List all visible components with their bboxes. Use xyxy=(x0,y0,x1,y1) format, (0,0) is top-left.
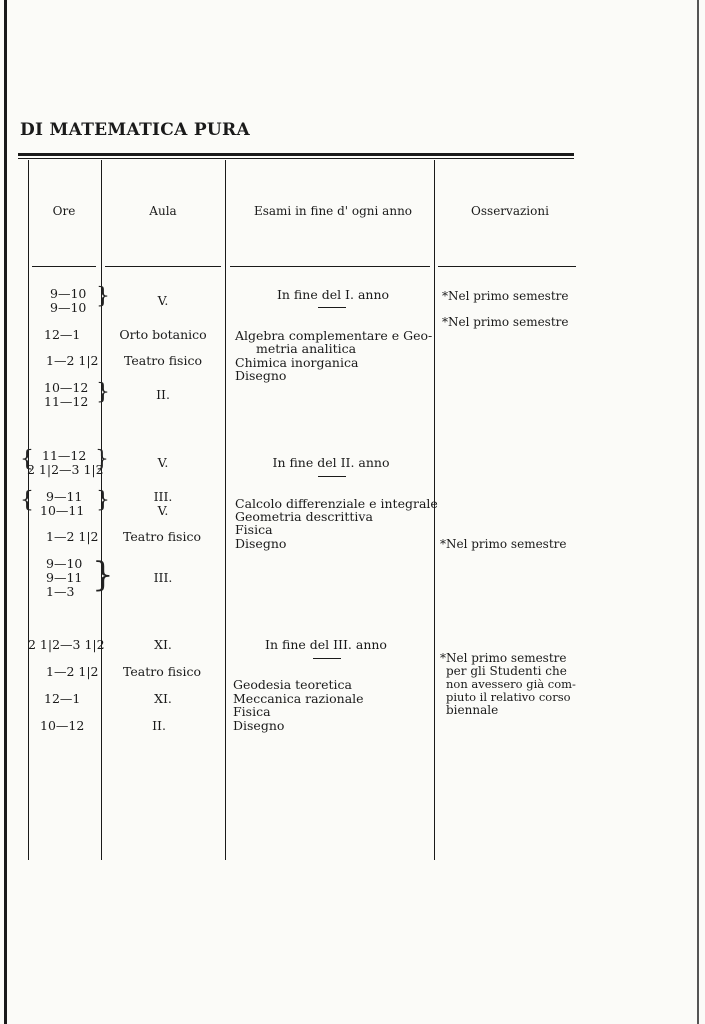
year2-ore-5: 1—2 1|2 xyxy=(46,529,99,544)
year1-aula-1: V. xyxy=(157,293,169,308)
header-rule-thin xyxy=(18,158,574,159)
year1-ore-2: 9—10 xyxy=(50,300,87,315)
year2-exam-heading: In fine del II. anno xyxy=(272,455,390,470)
year3-osservazione-1: *Nel primo semestre xyxy=(440,651,567,665)
header-aula: Aula xyxy=(149,204,177,218)
year2-ore-1: 11—12 xyxy=(42,448,87,463)
year1-esame-1b: metria analitica xyxy=(256,341,357,356)
year1-brace-1: } xyxy=(96,284,110,309)
year2-esame-4: Disegno xyxy=(235,536,287,551)
year3-osservazione-3: non avessero già com- xyxy=(446,677,576,691)
year2-brace-right-3: } xyxy=(92,555,114,595)
year3-esame-3: Fisica xyxy=(233,704,271,719)
page-title: DI MATEMATICA PURA xyxy=(20,120,250,140)
year2-aula-1: V. xyxy=(157,455,169,470)
year2-heading-dash xyxy=(318,476,346,477)
year1-exam-heading: In fine del I. anno xyxy=(276,287,390,302)
year2-brace-right-2: } xyxy=(96,488,110,513)
year2-aula-2: III. xyxy=(153,489,173,504)
header-underline-ore xyxy=(32,266,96,267)
year1-aula-2: Orto botanico xyxy=(119,327,207,342)
header-rule-thick xyxy=(18,153,574,156)
year1-ore-3: 12—1 xyxy=(44,327,81,342)
year2-ore-4: 10—11 xyxy=(40,503,85,518)
year2-aula-4: Teatro fisico xyxy=(123,529,201,544)
year3-ore-1: 2 1|2—3 1|2 xyxy=(28,637,105,652)
year2-ore-7: 9—11 xyxy=(46,570,83,585)
year3-aula-3: XI. xyxy=(154,691,172,706)
year1-ore-1: 9—10 xyxy=(50,286,87,301)
year3-heading-dash xyxy=(313,658,341,659)
year1-esame-2: Chimica inorganica xyxy=(235,355,359,370)
header-underline-osservazioni xyxy=(438,266,576,267)
year3-osservazione-2: per gli Studenti che xyxy=(446,664,567,678)
year2-esame-1: Calcolo differenziale e integrale xyxy=(235,496,438,511)
year2-brace-left-1: { xyxy=(20,447,34,472)
year3-aula-1: XI. xyxy=(154,637,172,652)
year3-osservazione-5: biennale xyxy=(446,703,499,717)
year1-osservazione-2: *Nel primo semestre xyxy=(442,315,569,329)
header-ore: Ore xyxy=(52,204,76,218)
year2-brace-left-2: { xyxy=(20,488,34,513)
year2-ore-8: 1—3 xyxy=(46,584,75,599)
header-osservazioni: Osservazioni xyxy=(471,204,549,218)
year1-ore-4: 1—2 1|2 xyxy=(46,353,99,368)
year1-brace-2: } xyxy=(96,380,110,405)
year2-ore-6: 9—10 xyxy=(46,556,83,571)
year1-ore-6: 11—12 xyxy=(44,394,89,409)
year1-aula-3: Teatro fisico xyxy=(124,353,202,368)
page-binding-edge xyxy=(4,0,7,1024)
year2-aula-3: V. xyxy=(157,503,169,518)
header-underline-aula xyxy=(105,266,221,267)
year2-ore-3: 9—11 xyxy=(46,489,83,504)
year3-ore-4: 10—12 xyxy=(40,718,85,733)
year2-ore-2: 2 1|2—3 1|2 xyxy=(27,462,104,477)
year1-ore-5: 10—12 xyxy=(44,380,89,395)
year2-osservazione-1: *Nel primo semestre xyxy=(440,537,567,551)
year3-aula-4: II. xyxy=(152,718,166,733)
year1-esame-1: Algebra complementare e Geo- xyxy=(235,328,433,343)
year1-aula-4: II. xyxy=(156,387,170,402)
year1-heading-dash xyxy=(318,307,346,308)
year2-esame-3: Fisica xyxy=(235,522,273,537)
year3-ore-2: 1—2 1|2 xyxy=(46,664,99,679)
header-esami: Esami in fine d' ogni anno xyxy=(253,204,413,218)
page-right-edge xyxy=(697,0,699,1024)
year3-ore-3: 12—1 xyxy=(44,691,81,706)
year1-osservazione-1: *Nel primo semestre xyxy=(442,289,569,303)
year3-exam-heading: In fine del III. anno xyxy=(265,637,387,652)
column-line-aula xyxy=(225,160,226,860)
header-underline-esami xyxy=(230,266,430,267)
year3-esame-4: Disegno xyxy=(233,718,285,733)
year3-aula-2: Teatro fisico xyxy=(123,664,201,679)
year1-esame-3: Disegno xyxy=(235,368,287,383)
year2-brace-right-1: } xyxy=(95,447,109,472)
year3-esame-2: Meccanica razionale xyxy=(233,691,364,706)
year2-esame-2: Geometria descrittiva xyxy=(235,509,373,524)
year2-aula-5: III. xyxy=(153,570,173,585)
year3-osservazione-4: piuto il relativo corso xyxy=(446,690,571,704)
year3-esame-1: Geodesia teoretica xyxy=(233,677,352,692)
